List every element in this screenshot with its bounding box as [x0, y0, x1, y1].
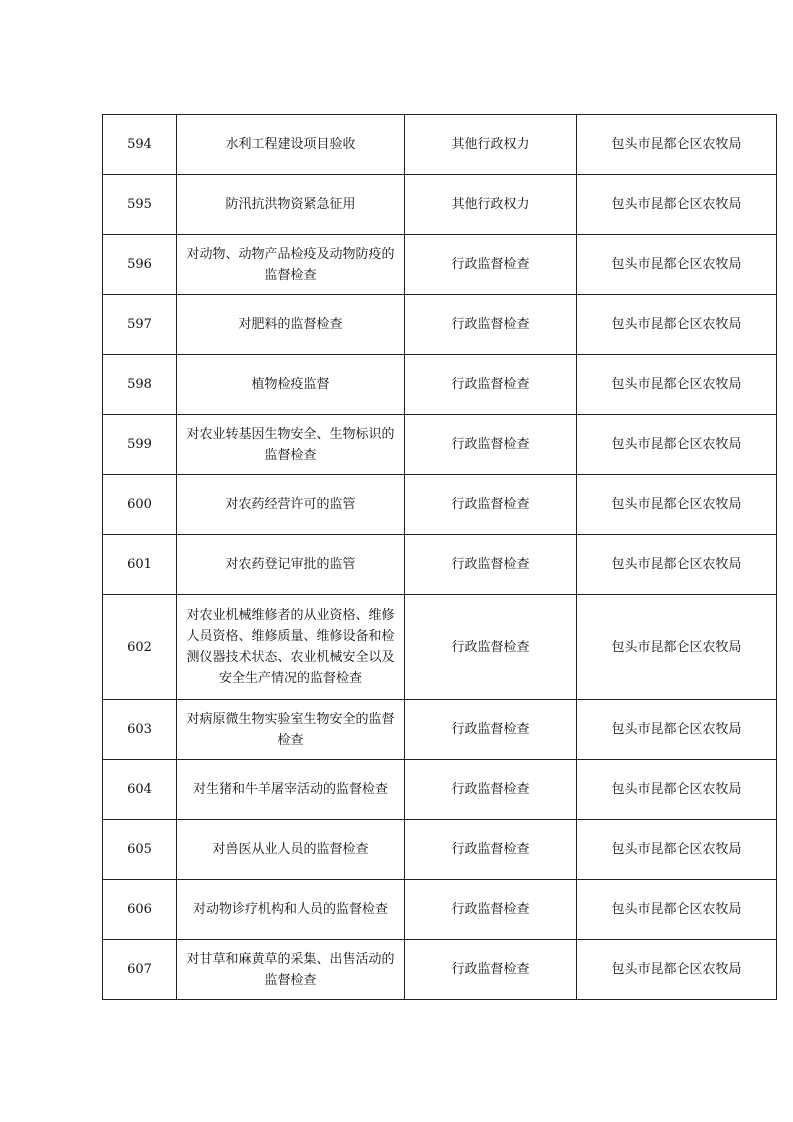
- responsible-department: 包头市昆都仑区农牧局: [577, 760, 777, 820]
- table-row: [103, 115, 777, 175]
- responsible-department: 包头市昆都仑区农牧局: [577, 175, 777, 235]
- power-type: 行政监督检查: [405, 475, 577, 535]
- power-type: 行政监督检查: [405, 295, 577, 355]
- row-number: 598: [103, 355, 177, 415]
- power-list-table: [102, 114, 777, 1000]
- row-number: 594: [103, 115, 177, 175]
- power-item-name: 对动物诊疗机构和人员的监督检查: [177, 880, 405, 940]
- table-row: [103, 175, 777, 235]
- power-type: 行政监督检查: [405, 415, 577, 475]
- power-type: 行政监督检查: [405, 760, 577, 820]
- row-number: 603: [103, 700, 177, 760]
- row-number: 604: [103, 760, 177, 820]
- power-item-name: 防汛抗洪物资紧急征用: [177, 175, 405, 235]
- power-type: 其他行政权力: [405, 175, 577, 235]
- row-number: 599: [103, 415, 177, 475]
- power-item-name: 植物检疫监督: [177, 355, 405, 415]
- power-type: 其他行政权力: [405, 115, 577, 175]
- row-number: 607: [103, 940, 177, 1000]
- row-number: 605: [103, 820, 177, 880]
- power-item-name: 对动物、动物产品检疫及动物防疫的监督检查: [177, 235, 405, 295]
- table-row: [103, 535, 777, 595]
- row-number: 601: [103, 535, 177, 595]
- power-item-name: 对生猪和牛羊屠宰活动的监督检查: [177, 760, 405, 820]
- power-type: 行政监督检查: [405, 235, 577, 295]
- table-row: [103, 415, 777, 475]
- power-type: 行政监督检查: [405, 820, 577, 880]
- table-row: [103, 700, 777, 760]
- responsible-department: 包头市昆都仑区农牧局: [577, 355, 777, 415]
- row-number: 596: [103, 235, 177, 295]
- table-row: [103, 355, 777, 415]
- power-type: 行政监督检查: [405, 595, 577, 700]
- table-row: [103, 940, 777, 1000]
- power-item-name: 对肥料的监督检查: [177, 295, 405, 355]
- row-number: 602: [103, 595, 177, 700]
- responsible-department: 包头市昆都仑区农牧局: [577, 595, 777, 700]
- power-type: 行政监督检查: [405, 940, 577, 1000]
- responsible-department: 包头市昆都仑区农牧局: [577, 475, 777, 535]
- power-type: 行政监督检查: [405, 355, 577, 415]
- row-number: 606: [103, 880, 177, 940]
- power-type: 行政监督检查: [405, 880, 577, 940]
- responsible-department: 包头市昆都仑区农牧局: [577, 415, 777, 475]
- responsible-department: 包头市昆都仑区农牧局: [577, 940, 777, 1000]
- table-row: [103, 880, 777, 940]
- power-item-name: 对兽医从业人员的监督检查: [177, 820, 405, 880]
- table-row: [103, 820, 777, 880]
- responsible-department: 包头市昆都仑区农牧局: [577, 820, 777, 880]
- table-row: [103, 295, 777, 355]
- power-item-name: 对农药经营许可的监管: [177, 475, 405, 535]
- row-number: 595: [103, 175, 177, 235]
- power-item-name: 对农药登记审批的监管: [177, 535, 405, 595]
- responsible-department: 包头市昆都仑区农牧局: [577, 115, 777, 175]
- responsible-department: 包头市昆都仑区农牧局: [577, 700, 777, 760]
- table-row: [103, 235, 777, 295]
- row-number: 600: [103, 475, 177, 535]
- power-item-name: 对农业转基因生物安全、生物标识的监督检查: [177, 415, 405, 475]
- power-item-name: 水利工程建设项目验收: [177, 115, 405, 175]
- table-row: [103, 475, 777, 535]
- table-row: [103, 760, 777, 820]
- power-item-name: 对甘草和麻黄草的采集、出售活动的监督检查: [177, 940, 405, 1000]
- responsible-department: 包头市昆都仑区农牧局: [577, 535, 777, 595]
- power-type: 行政监督检查: [405, 700, 577, 760]
- power-item-name: 对病原微生物实验室生物安全的监督检查: [177, 700, 405, 760]
- power-item-name: 对农业机械维修者的从业资格、维修人员资格、维修质量、维修设备和检测仪器技术状态、农业机械安全以及安全生产情况的监督检查: [177, 595, 405, 700]
- responsible-department: 包头市昆都仑区农牧局: [577, 880, 777, 940]
- table-row: [103, 595, 777, 700]
- row-number: 597: [103, 295, 177, 355]
- power-type: 行政监督检查: [405, 535, 577, 595]
- responsible-department: 包头市昆都仑区农牧局: [577, 235, 777, 295]
- responsible-department: 包头市昆都仑区农牧局: [577, 295, 777, 355]
